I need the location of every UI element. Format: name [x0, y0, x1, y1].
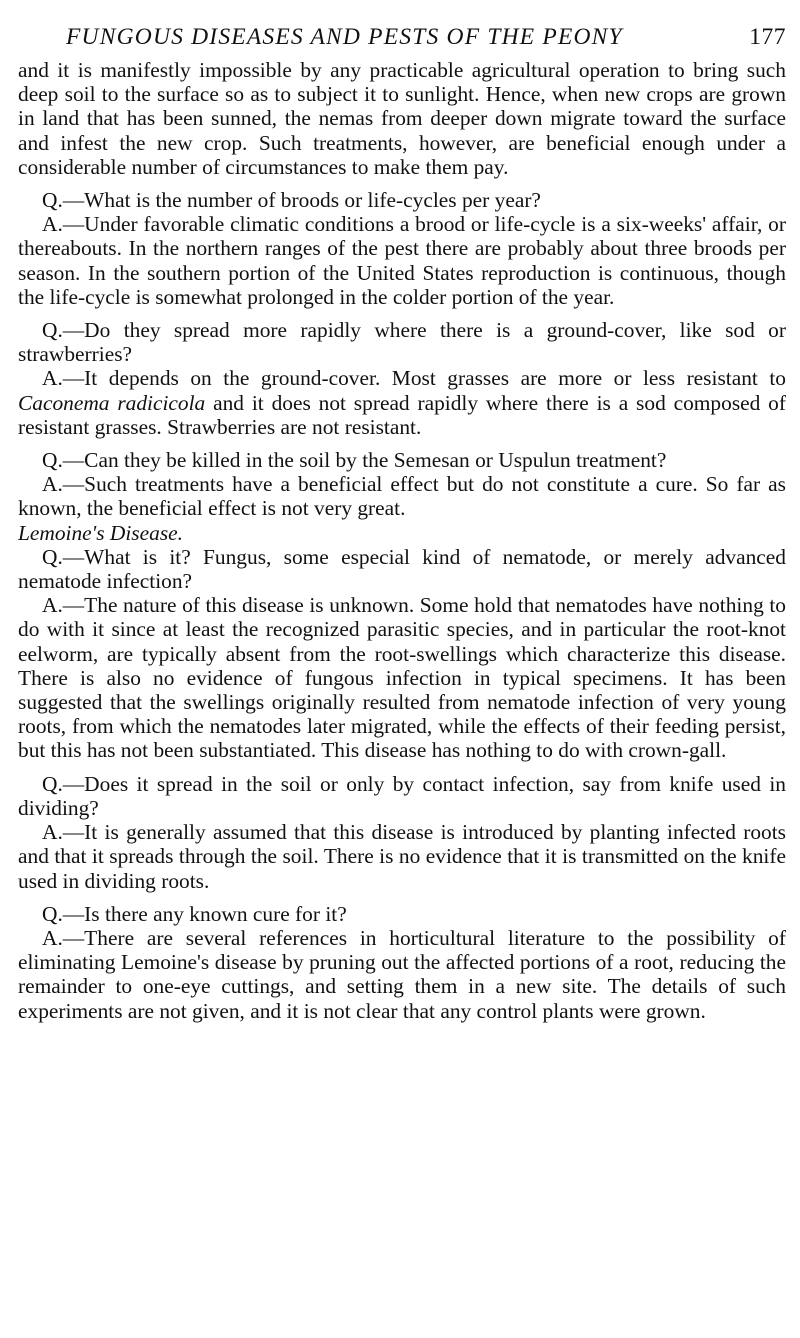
- answer-broods: A.—Under favorable climatic conditions a brood or life-cycle is a six-weeks' affair, or thereabouts. In the northern ranges of the pest there are probably about three broods per season. In the southern portion of the United States reproduction is continuous, though the life-cycle is somewhat prolonged in the colder portion of the year.: [18, 212, 786, 309]
- continued-paragraph: and it is manifestly impossible by any practicable agricultural operation to bring such deep soil to the surface so as to subject it to sunlight. Hence, when new crops are grown in land that has been sunned, the nemas from deeper down migrate toward the surface and infest the new crop. Such treatments, however, are beneficial enough under a considerable number of circumstances to make them pay.: [18, 58, 786, 179]
- running-head: [18, 14, 786, 58]
- answer-ground-cover-part-2: and it does not spread rapidly where there is a sod composed of resistant grasses. Strawberries are not resistant.: [18, 390, 787, 439]
- answer-cure: A.—There are several references in horticultural literature to the possibility of eliminating Lemoine's disease by pruning out the affected portions of a root, reducing the remainder to one-eye cuttings, and setting them in a new site. The details of such experiments are not given, and it is not clear that any control plants were grown.: [18, 925, 786, 1023]
- question-cure: Q.—Is there any known cure for it?: [42, 901, 347, 926]
- question-broods: Q.—What is the number of broods or life-cycles per year?: [42, 188, 541, 213]
- answer-ground-cover: [18, 366, 786, 439]
- answer-spread: A.—It is generally assumed that this disease is introduced by planting infected roots and that it spreads through the soil. There is no evidence that it is transmitted on the knife used in dividing roots.: [18, 820, 786, 893]
- book-page: [18, 14, 786, 1324]
- answer-ground-cover-part-1: A.—It depends on the ground-cover. Most grasses are more or less resistant to: [42, 366, 786, 391]
- running-title: FUNGOUS DISEASES AND PESTS OF THE PEONY: [66, 24, 623, 50]
- answer-soil-treatment: A.—Such treatments have a beneficial effect but do not constitute a cure. So far as known, the beneficial effect is not very great.: [18, 472, 786, 521]
- answer-what-is-it: A.—The nature of this disease is unknown. Some hold that nematodes have nothing to do with it since at least the recognized parasitic species, and in particular the root-knot eelworm, are typically absent from the root-swellings which characterize this disease. There is also no evidence of fungous infection in typical specimens. It has been suggested that the swellings originally resulted from nematode infection of very young roots, from which the nematodes later migrated, while the effects of their feeding persist, but this has not been substantiated. This disease has nothing to do with crown-gall.: [18, 593, 786, 763]
- page-body: [18, 58, 786, 1023]
- question-ground-cover: Q.—Do they spread more rapidly where there is a ground-cover, like sod or strawberries?: [18, 318, 786, 367]
- page-number: 177: [749, 24, 786, 50]
- question-soil-treatment: Q.—Can they be killed in the soil by the Semesan or Uspulun treatment?: [42, 448, 667, 473]
- question-spread: Q.—Does it spread in the soil or only by contact infection, say from knife used in dividing?: [18, 771, 786, 820]
- species-name: Caconema radicicola: [18, 390, 206, 415]
- section-title: Lemoine's Disease.: [18, 520, 183, 545]
- question-what-is-it: Q.—What is it? Fungus, some especial kind of nematode, or merely advanced nematode infection?: [18, 544, 786, 594]
